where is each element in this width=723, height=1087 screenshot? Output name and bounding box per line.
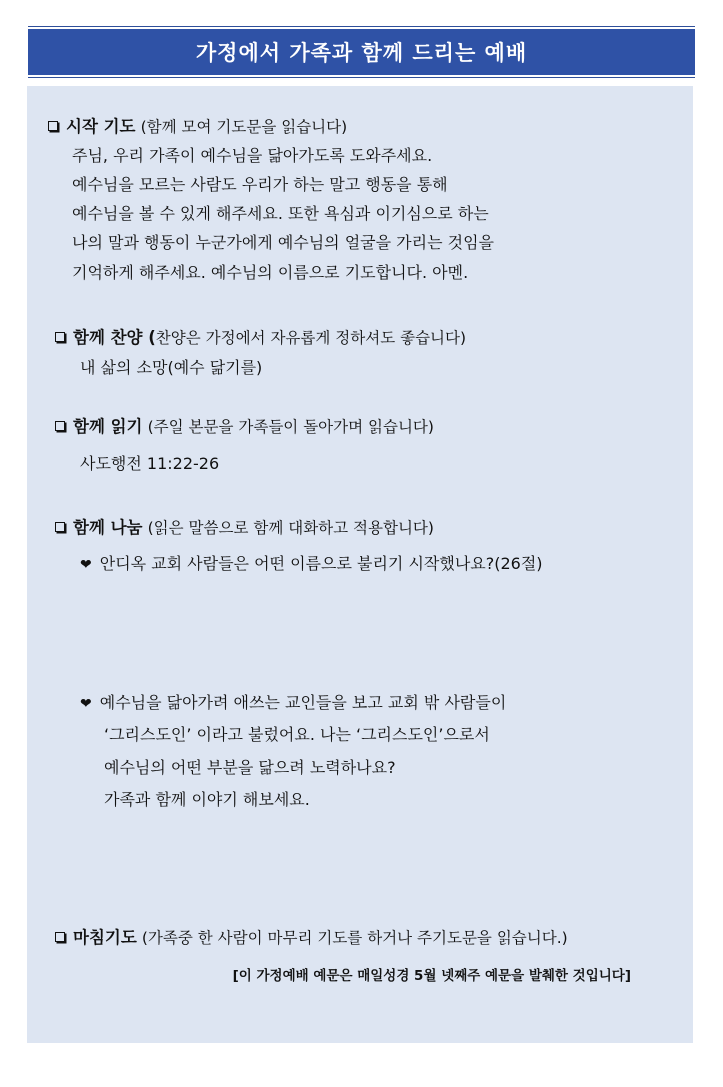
section-closing-prayer-header xyxy=(55,928,568,948)
section-heading: 함께 나눔 xyxy=(73,518,143,537)
section-note: 찬양은 가정에서 자유롭게 정하셔도 좋습니다) xyxy=(155,329,467,347)
section-praise-header xyxy=(55,328,466,348)
prayer-line: 주님, 우리 가족이 예수님을 닮아가도록 도와주세요. xyxy=(72,146,433,165)
section-opening-prayer-header xyxy=(48,117,347,137)
checkbox-square-icon xyxy=(55,522,65,532)
title-frame xyxy=(28,26,695,78)
section-note: (주일 본문을 가족들이 돌아가며 읽습니다) xyxy=(147,418,434,436)
page-title: 가정에서 가족과 함께 드리는 예배 xyxy=(28,29,695,75)
heart-icon: ❤ xyxy=(80,557,92,573)
heart-icon: ❤ xyxy=(80,696,92,712)
scripture-reference: 사도행전 11:22-26 xyxy=(80,454,220,473)
section-note: (가족중 한 사람이 마무리 기도를 하거나 주기도문을 읽습니다.) xyxy=(141,929,568,947)
checkbox-square-icon xyxy=(55,932,65,942)
checkbox-square-icon xyxy=(55,421,65,431)
question-line: ‘그리스도인’ 이라고 불렀어요. 나는 ‘그리스도인’으로서 xyxy=(104,725,490,744)
section-sharing-header xyxy=(55,518,434,538)
prayer-line: 예수님을 모르는 사람도 우리가 하는 말고 행동을 통해 xyxy=(72,175,448,194)
question-line: 예수님의 어떤 부분을 닮으려 노력하나요? xyxy=(104,758,396,777)
section-heading: 시작 기도 xyxy=(66,117,136,136)
prayer-line: 예수님을 볼 수 있게 해주세요. 또한 욕심과 이기심으로 하는 xyxy=(72,204,489,223)
section-heading: 함께 찬양 ( xyxy=(73,328,156,347)
checkbox-square-icon xyxy=(48,121,58,131)
section-heading: 함께 읽기 xyxy=(73,417,143,436)
hymn-title: 내 삶의 소망(예수 닮기를) xyxy=(80,358,263,377)
prayer-line: 기억하게 해주세요. 예수님의 이름으로 기도합니다. 아멘. xyxy=(72,263,469,282)
question-2 xyxy=(80,693,506,714)
checkbox-square-icon xyxy=(55,332,65,342)
prayer-line: 나의 말과 행동이 누군가에게 예수님의 얼굴을 가리는 것임을 xyxy=(72,233,495,252)
question-1 xyxy=(80,554,543,575)
question-text: 예수님을 닮아가려 애쓰는 교인들을 보고 교회 밖 사람들이 xyxy=(99,693,507,712)
section-note: (읽은 말씀으로 함께 대화하고 적용합니다) xyxy=(147,519,434,537)
section-heading: 마침기도 xyxy=(73,928,137,947)
section-reading-header xyxy=(55,417,434,437)
section-note: (함께 모여 기도문을 읽습니다) xyxy=(140,118,348,136)
question-line: 가족과 함께 이야기 해보세요. xyxy=(104,790,310,809)
question-text: 안디옥 교회 사람들은 어떤 이름으로 불리기 시작했나요?(26절) xyxy=(99,554,543,573)
source-note: [이 가정예배 예문은 매일성경 5월 넷째주 예문을 발췌한 것입니다] xyxy=(232,968,631,984)
